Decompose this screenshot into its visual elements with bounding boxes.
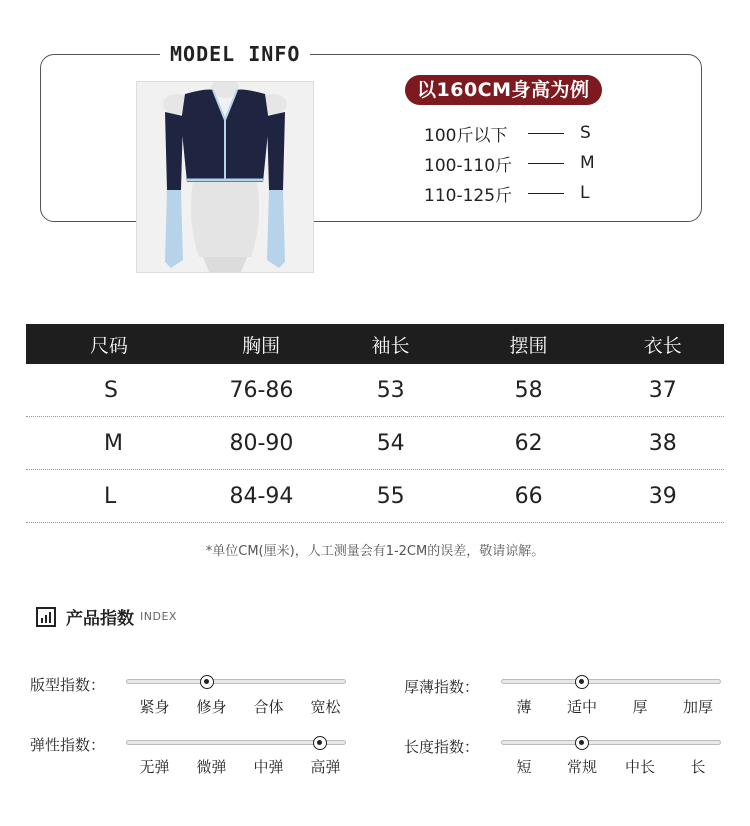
size-value: S [580,123,591,143]
length-index-knob [575,736,589,750]
fit-index-track [126,679,346,684]
dash-line [528,163,564,164]
weight-range: 110-125斤 [424,185,513,206]
thickness-index-knob [575,675,589,689]
fit-index-knob [200,675,214,689]
option-label: 紧身 [139,698,170,716]
table-cell: 54 [376,430,405,456]
length-index-label: 长度指数： [404,738,480,756]
header-hem: 摆围 [509,334,548,357]
table-header [26,324,724,364]
elasticity-index-knob [313,736,327,750]
table-row [26,364,724,417]
option-label: 常规 [566,758,597,776]
dash-line [528,193,564,194]
option-label: 薄 [516,698,532,716]
thickness-index-label: 厚薄指数： [404,678,480,696]
model-info-title: MODEL INFO [160,40,310,68]
size-guide-row [424,178,600,208]
index-header [36,604,177,629]
header-chest: 胸围 [242,334,281,357]
option-label: 长 [690,758,706,776]
table-cell: 53 [376,377,405,403]
option-label: 厚 [632,698,648,716]
table-cell: 55 [376,483,405,509]
size-table [26,324,724,523]
header-size: 尺码 [90,334,129,357]
table-row [26,470,724,523]
option-label: 加厚 [682,698,713,716]
length-index-track [501,740,721,745]
option-label: 中长 [624,758,655,776]
table-cell: 38 [648,430,677,456]
size-guide-list [424,118,600,208]
thickness-index-track [501,679,721,684]
size-value: M [580,153,595,173]
table-cell: M [104,430,123,456]
elasticity-index-options [126,756,354,777]
header-sleeve: 袖长 [371,334,410,357]
option-label: 微弹 [196,758,227,776]
table-cell: 37 [648,377,677,403]
option-label: 高弹 [310,758,341,776]
index-title-en: INDEX [140,610,177,623]
dash-line [528,133,564,134]
table-cell: 76-86 [229,377,294,403]
option-label: 中弹 [253,758,284,776]
table-row [26,417,724,470]
measurement-note: *单位CM(厘米)，人工测量会有1-2CM的误差，敬请谅解。 [205,544,545,559]
table-cell: S [104,377,118,403]
option-label: 适中 [566,698,597,716]
fit-index-label: 版型指数： [30,676,106,694]
model-photo [136,81,314,273]
index-title: 产品指数 [66,609,134,629]
height-badge: 以160CM身高为例 [405,75,602,105]
table-cell: 62 [514,430,543,456]
size-guide-row [424,118,600,148]
table-cell: 84-94 [229,483,294,509]
table-cell: L [104,483,117,509]
option-label: 短 [516,758,532,776]
table-cell: 80-90 [229,430,294,456]
option-label: 修身 [196,698,227,716]
table-cell: 66 [514,483,543,509]
option-label: 合体 [253,698,284,716]
thickness-index-options [495,696,727,717]
length-index-options [495,756,727,777]
size-guide-row [424,148,600,178]
weight-range: 100-110斤 [424,155,513,176]
size-value: L [580,183,590,203]
mannequin-illustration [137,82,313,272]
table-cell: 39 [648,483,677,509]
option-label: 宽松 [310,698,341,716]
option-label: 无弹 [139,758,170,776]
table-cell: 58 [514,377,543,403]
fit-index-options [126,696,354,717]
weight-range: 100斤以下 [424,125,508,146]
bar-chart-icon [36,607,56,627]
elasticity-index-label: 弹性指数： [30,736,106,754]
header-length: 衣长 [643,334,682,357]
